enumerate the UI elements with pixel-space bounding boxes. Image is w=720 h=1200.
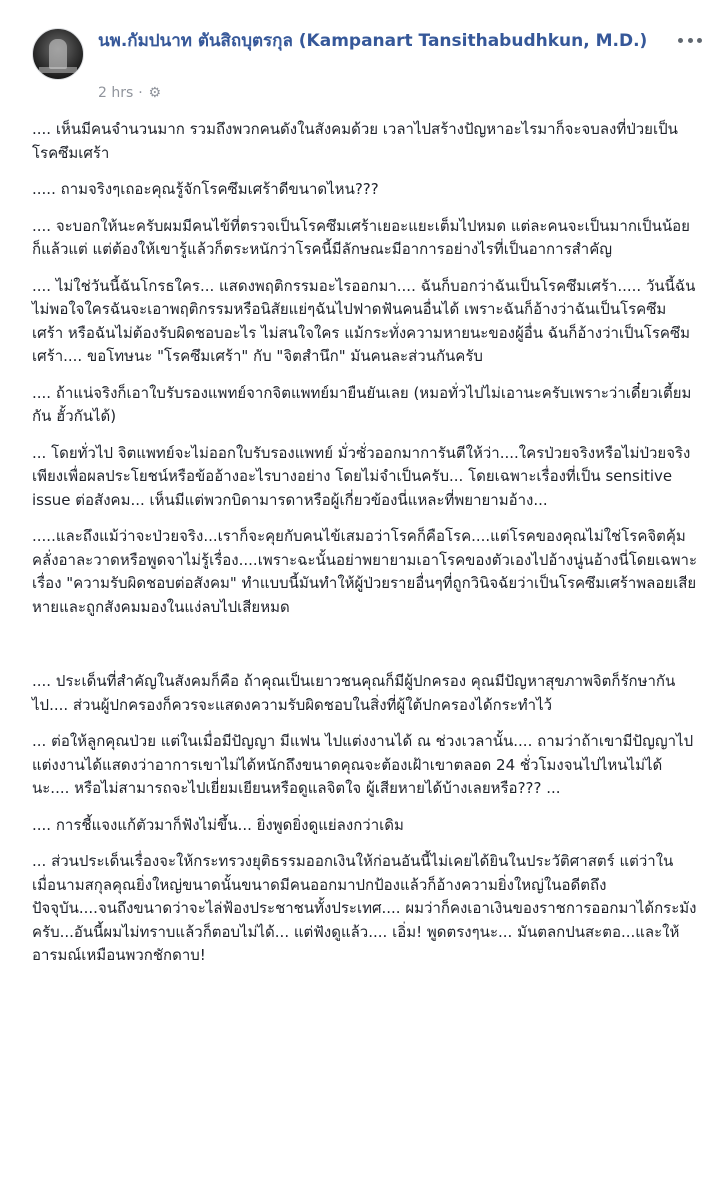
timestamp[interactable]: 2 hrs: [98, 85, 134, 101]
post-paragraph: ... โดยทั่วไป จิตแพทย์จะไม่ออกใบรับรองแพทย์ มั่วซั่วออกมาการันตีให้ว่า....ใครป่วยจริงหรือไม่ป่วยจริง เพียงเพื่อผลประโยชน์หรือข้ออ้างอะไรบางอย่าง โดยไม่จำเป็นครับ... โดยเฉพาะเรื่องที่เป็น sensitive issue ต่อสังคม... เห็นมีแต่พวกบิดามารดาหรือผู้เกี่ยวข้องนี่แหละที่พยายามอ้าง...: [32, 443, 691, 509]
more-dot: [688, 38, 693, 43]
gear-icon[interactable]: ⚙: [148, 85, 162, 101]
post-paragraph: .... ถ้าแน่จริงก็เอาใบรับรองแพทย์จากจิตแพทย์มายืนยันเลย (หมอทั่วไปไม่เอานะครับเพราะว่าเดี๋ยวเตี้ยมกัน ฮั้วกันได้): [32, 383, 692, 425]
avatar[interactable]: [32, 28, 84, 80]
post-paragraph: .... การชี้แจงแก้ตัวมาก็ฟังไม่ขึ้น... ยิ่งพูดยิ่งดูแย่ลงกว่าเดิม: [32, 815, 404, 834]
avatar-base: [39, 67, 77, 73]
post-paragraph: ..... ถามจริงๆเถอะคุณรู้จักโรคซึมเศร้าดีขนาดไหน???: [32, 180, 379, 198]
more-options-icon[interactable]: [678, 32, 702, 48]
post-paragraph: .... ไม่ใช่วันนี้ฉันโกรธใคร... แสดงพฤติกรรมอะไรออกมา.... ฉันก็บอกว่าฉันเป็นโรคซึมเศร้า..... วันนี้ฉันไม่พอใจใครฉันจะเอาพฤติกรรมหรือนิสัยแย่ๆฉันไปฟาดฟันคนอื่นได้ เพราะฉันก็อ้างว่าฉันเป็นโรคซึมเศร้า หรือฉันไม่ต้องรับผิดชอบอะไร ไม่สนใจใคร แม้กระทั่งความหายนะของผู้อื่น ฉันก็อ้างว่าเป็นโรคซึมเศร้า.... ขอโทษนะ "โรคซึมเศร้า" กับ "จิตสำนึก" มันคนละส่วนกันครับ: [32, 276, 696, 365]
post-paragraph: ... ต่อให้ลูกคุณป่วย แต่ในเมื่อมีปัญญา มีแฟน ไปแต่งงานได้ ณ ช่วงเวลานั้น.... ถามว่าถ้าเขามีปัญญาไปแต่งงานได้แสดงว่าอาการเขาไม่ได้หนักถึงขนาดคุณจะต้องเฝ้าเขาตลอด 24 ชั่วโมงจนไปไหนไม่ได้นะ.... หรือไม่สามารถจะไปเยี่ยมเยียนหรือดูแลจิตใจ ผู้เสียหายได้บ้างเลยหรือ??? ...: [32, 732, 694, 797]
meta-separator: ·: [138, 85, 143, 101]
post-paragraph: .... เห็นมีคนจำนวนมาก รวมถึงพวกคนดังในสังคมด้วย เวลาไปสร้างปัญหาอะไรมาก็จะจบลงที่ป่วยเป็นโรคซึมเศร้า: [32, 120, 678, 162]
avatar-figure: [49, 39, 67, 69]
post-header: [0, 0, 720, 84]
post-meta: [98, 84, 162, 102]
author-name[interactable]: นพ.กัมปนาท ตันสิถบุตรกุล (Kampanart Tansithabudhkun, M.D.): [98, 31, 648, 51]
post-body: [32, 118, 697, 968]
more-dot: [678, 38, 683, 43]
post-paragraph: .... ประเด็นที่สำคัญในสังคมก็คือ ถ้าคุณเป็นเยาวชนคุณก็มีผู้ปกครอง คุณมีปัญหาสุขภาพจิตก็รักษากันไป.... ส่วนผู้ปกครองก็ควรจะแสดงความรับผิดชอบในสิ่งที่ผู้ใต้ปกครองได้กระทำไว้: [32, 672, 676, 714]
post-paragraph: .... จะบอกให้นะครับผมมีคนไข้ที่ตรวจเป็นโรคซึมเศร้าเยอะแยะเต็มไปหมด แต่ละคนจะเป็นมากเป็นน้อยก็แล้วแต่ แต่ต้องให้เขารู้แล้วก็ตระหนักว่าโรคนี้มีลักษณะมีอาการอย่างไรที่เป็นอาการสำคัญ: [32, 216, 690, 258]
post-paragraph: ... ส่วนประเด็นเรื่องจะให้กระทรวงยุติธรรมออกเงินให้ก่อนอันนี้ไม่เคยได้ยินในประวัติศาสตร์ แต่ว่าในเมื่อนามสกุลคุณยิ่งใหญ่ขนาดนั้นขนาดมีคนออกมาปกป้องแล้วก็อ้างความยิ่งใหญ่ในอดีตถึงปัจจุบัน....จนถึงขนาดว่าจะไล่ฟ้องประชาชนทั้งประเทศ.... ผมว่าก็คงเอาเงินของราชการออกมาได้กระมังครับ...อันนี้ผมไม่ทราบแล้วก็ตอบไม่ได้... แต่ฟังดูแล้ว.... เอิ่ม! พูดตรงๆนะ... มันตลกปนสะตอ...และให้อารมณ์เหมือนพวกชักดาบ!: [32, 852, 697, 964]
more-dot: [697, 38, 702, 43]
post-paragraph: .....และถึงแม้ว่าจะป่วยจริง...เราก็จะคุยกับคนไข้เสมอว่าโรคก็คือโรค....แต่โรคของคุณไม่ใช่โรคจิตคุ้มคลั่งอาละวาดหรือพูดจาไม่รู้เรื่อง....เพราะฉะนั้นอย่าพยายามเอาโรคของตัวเองไปอ้างนู่นอ้างนี่โดยเฉพาะเรื่อง "ความรับผิดชอบต่อสังคม" ทำแบบนี้มันทำให้ผู้ป่วยรายอื่นๆที่ถูกวินิจฉัยว่าเป็นโรคซึมเศร้าพลอยเสียหายและถูกสังคมมองในแง่ลบไปเสียหมด: [32, 527, 697, 616]
